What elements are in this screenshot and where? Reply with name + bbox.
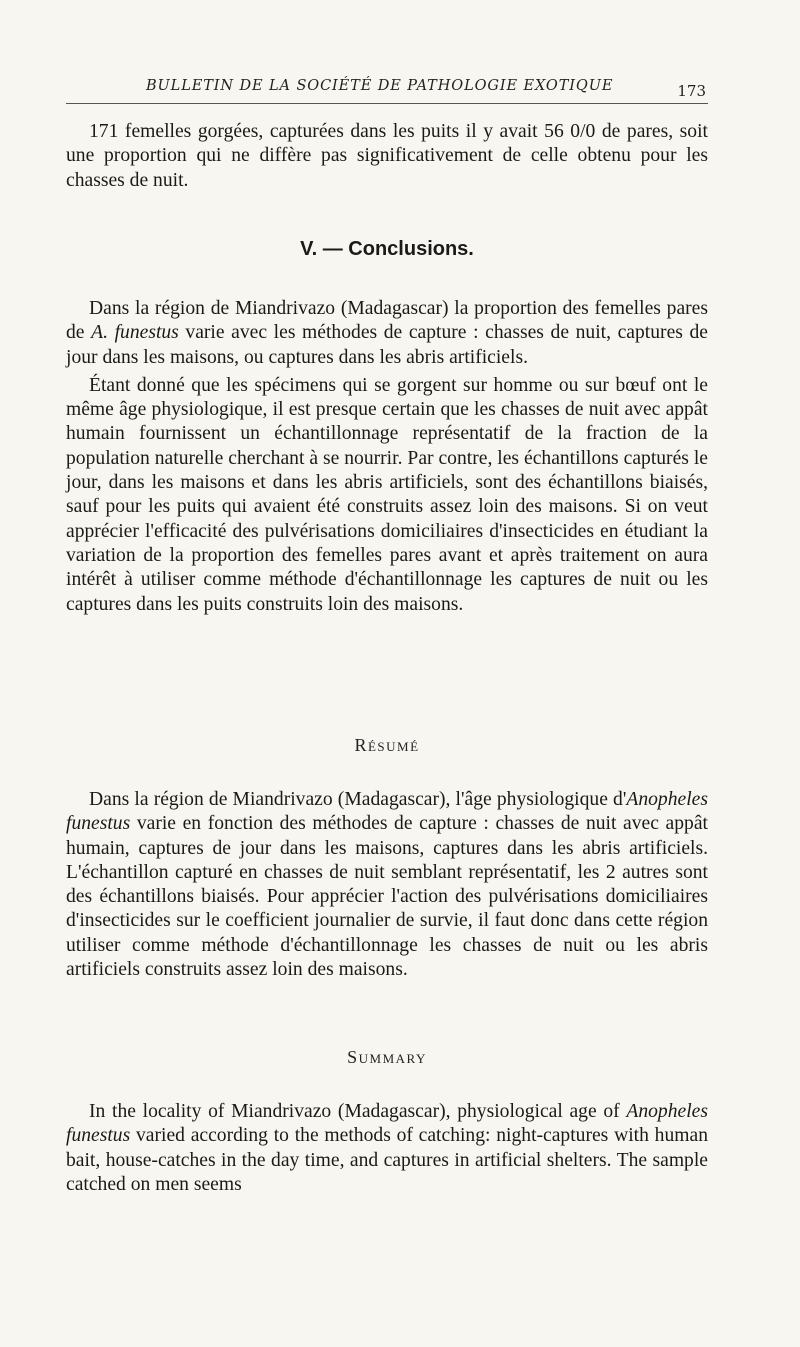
conclusions-paragraph-1 [66,297,708,370]
resume-before: Dans la région de Miandrivazo (Madagascar), l'âge physiologique d' [89,789,627,810]
summary-heading: Summary [347,1047,427,1067]
conclusions-heading: V. — Conclusions. [300,238,474,260]
summary-species: Anopheles funestus [66,1101,708,1147]
resume-species: Anopheles funestus [66,789,708,835]
page-number: 173 [677,82,706,100]
resume-after: varie en fonction des méthodes de capture : chasses de nuit avec appât humain, captures de jour dans les maisons, captures dans les abris artificiels. L'échantillon capturé en chasses de nuit semblant représentatif, les 2 autres sont des échantillons biaisés. Pour apprécier l'action des pulvérisations domiciliaires d'insecticides sur le coefficient journalier de survie, il faut donc dans cette région utiliser comme méthode d'échantillonnage les chasses de nuit ou les abris artificiels construits assez loin des maisons. [66,813,708,981]
continuation-paragraph [66,120,708,193]
conclusions-p1-after: varie avec les méthodes de capture : chasses de nuit, captures de jour dans les maisons, ou captures dans les abris artificiels. [66,322,708,368]
resume-body [66,788,708,982]
summary-before: In the locality of Miandrivazo (Madagascar), physiological age of [89,1101,627,1122]
resume-heading: Résumé [354,735,420,755]
resume-paragraph [66,788,708,982]
summary-body [66,1100,708,1197]
conclusions-p1-species: A. funestus [91,322,179,344]
conclusions-paragraph-2: Étant donné que les spécimens qui se gorgent sur homme ou sur bœuf ont le même âge physiologique, il est presque certain que les chasses de nuit avec appât humain fournissent un échantillonnage représentatif de la fraction de la population naturelle cherchant à se nourrir. Par contre, les échantillons capturés le jour, dans les maisons et dans les abris artificiels, sont des échantillons biaisés, sauf pour les puits qui avaient été construits assez loin des maisons. Si on veut apprécier l'efficacité des pulvérisations domiciliaires d'insecticides en étudiant la variation de la proportion des femelles pares avant et après traitement on aura intérêt à utiliser comme méthode d'échantillonnage les captures de nuit ou les captures dans les puits construits loin des maisons. [66,374,708,615]
conclusions-p1-before: Dans la région de Miandrivazo (Madagascar) la proportion des femelles pares de [66,298,708,344]
conclusions-body [66,297,708,617]
continuation-text: 171 femelles gorgées, capturées dans les puits il y avait 56 0/0 de pares, soit une proportion qui ne diffère pas significativement de celle obtenu pour les chasses de nuit. [66,121,708,191]
summary-after: varied according to the methods of catching: night-captures with human bait, house-catches in the day time, and captures in artificial shelters. The sample catched on men seems [66,1125,708,1195]
running-title: BULLETIN DE LA SOCIÉTÉ DE PATHOLOGIE EXOTIQUE [146,78,614,94]
running-head [66,78,708,100]
summary-paragraph [66,1100,708,1197]
header-rule [66,103,708,104]
